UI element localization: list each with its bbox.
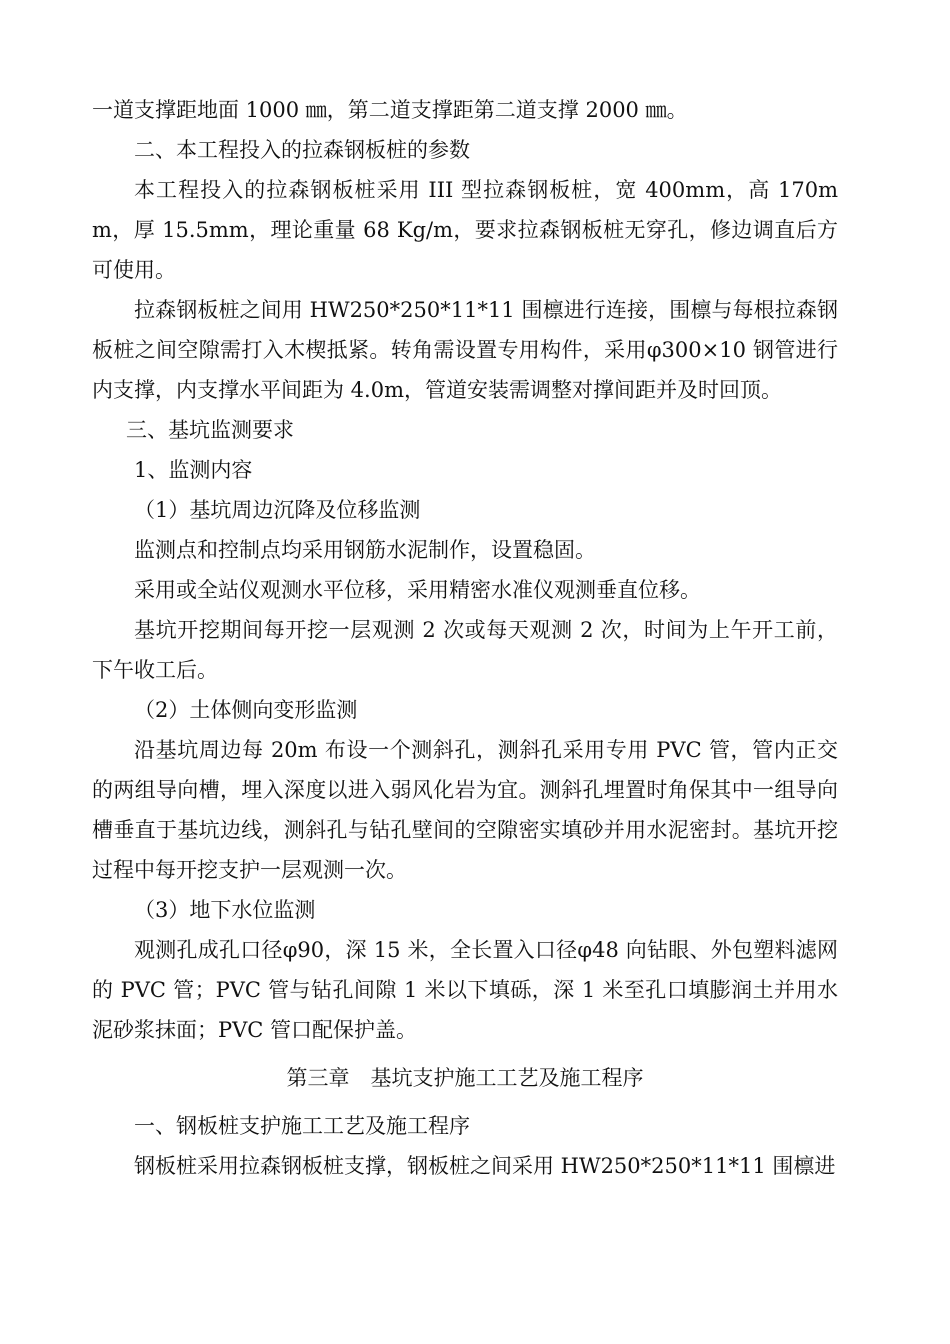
heading-sheet-pile-parameters: 二、本工程投入的拉森钢板桩的参数 — [134, 138, 470, 162]
paragraph-observation-frequency: 基坑开挖期间每开挖一层观测 2 次或每天观测 2 次，时间为上午开工前，下午收工后。 — [92, 618, 838, 682]
heading-groundwater-monitoring: （3）地下水位监测 — [134, 898, 316, 922]
paragraph-support-distance: 一道支撑距地面 1000 ㎜，第二道支撑距第二道支撑 2000 ㎜。 — [92, 98, 688, 122]
heading-settlement-monitoring: （1）基坑周边沉降及位移监测 — [134, 498, 421, 522]
paragraph-purlin-connection: 拉森钢板桩之间用 HW250*250*11*11 围檩进行连接，围檩与每根拉森钢板桩之间空隙需打入木楔抵紧。转角需设置专用构件，采用φ300×10 钢管进行内支撑，内支撑水平间距为 4.0m，管道安装需调整对撑间距并及时回顶。 — [92, 298, 838, 402]
paragraph-observation-well: 观测孔成孔口径φ90，深 15 米，全长置入口径φ48 向钻眼、外包塑料滤网的 PVC 管；PVC 管与钻孔间隙 1 米以下填砾，深 1 米至孔口填膨润土并用水泥砂浆抹面；PVC 管口配保护盖。 — [92, 938, 838, 1042]
paragraph-control-points: 监测点和控制点均采用钢筋水泥制作，设置稳固。 — [134, 538, 596, 562]
paragraph-inclinometer: 沿基坑周边每 20m 布设一个测斜孔，测斜孔采用专用 PVC 管，管内正交的两组导向槽，埋入深度以进入弱风化岩为宜。测斜孔埋置时角保其中一组导向槽垂直于基坑边线，测斜孔与钻孔壁间的空隙密实填砂并用水泥密封。基坑开挖过程中每开挖支护一层观测一次。 — [92, 738, 838, 882]
paragraph-sheet-pile-spec: 本工程投入的拉森钢板桩采用 III 型拉森钢板桩，宽 400mm，高 170mm，厚 15.5mm，理论重量 68 Kg/m，要求拉森钢板桩无穿孔，修边调直后方可使用。 — [92, 178, 838, 282]
heading-monitoring-content: 1、监测内容 — [134, 458, 253, 482]
heading-lateral-deformation: （2）土体侧向变形监测 — [134, 698, 358, 722]
heading-sheet-pile-process: 一、钢板桩支护施工工艺及施工程序 — [134, 1114, 470, 1138]
heading-monitoring-requirements: 三、基坑监测要求 — [126, 418, 294, 442]
paragraph-sheet-pile-support: 钢板桩采用拉森钢板桩支撑，钢板桩之间采用 HW250*250*11*11 围檩进 — [134, 1154, 836, 1178]
chapter-title: 第三章 基坑支护施工工艺及施工程序 — [286, 1066, 644, 1090]
paragraph-total-station: 采用或全站仪观测水平位移，采用精密水准仪观测垂直位移。 — [134, 578, 701, 602]
document-page — [92, 90, 838, 1186]
